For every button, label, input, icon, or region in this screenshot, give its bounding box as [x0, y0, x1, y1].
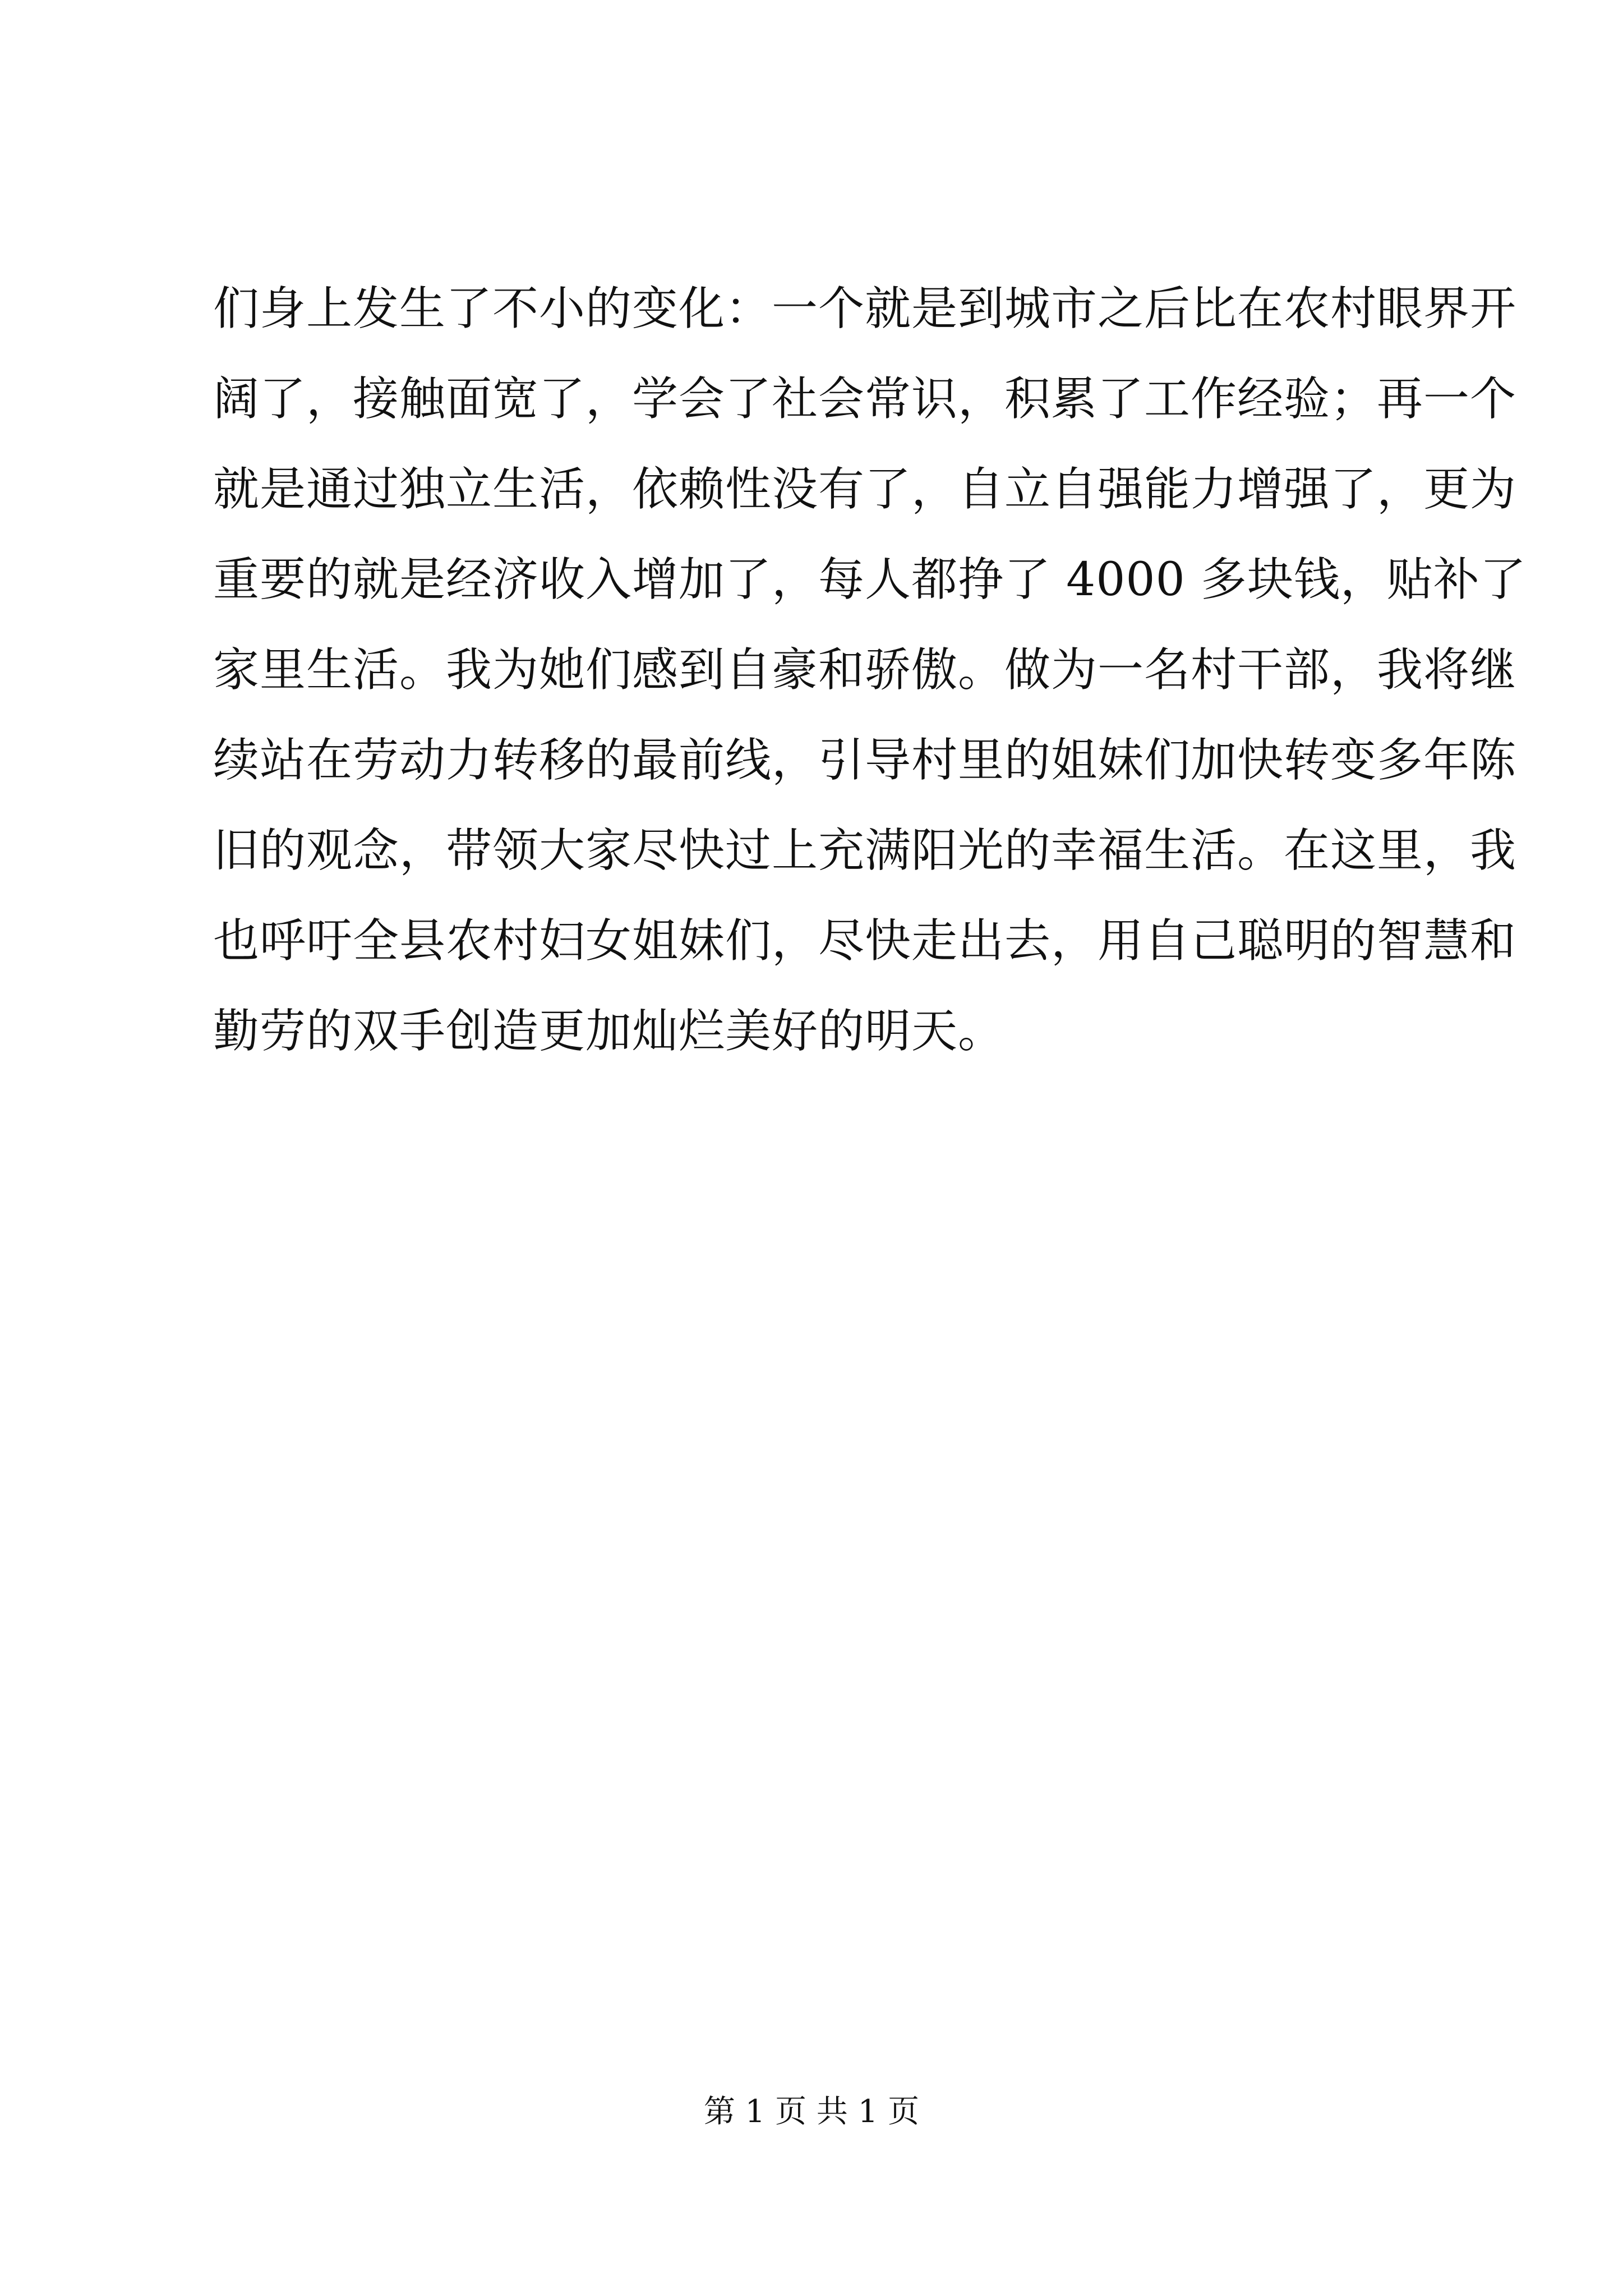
text-line-2: 阔了，接触面宽了，学会了社会常识，积累了工作经验；再一个 — [213, 372, 1517, 426]
text-line-9: 勤劳的双手创造更加灿烂美好的明天。 — [213, 1005, 1005, 1058]
text-line-1: 们身上发生了不小的变化：一个就是到城市之后比在农村眼界开 — [213, 282, 1517, 335]
text-line-5: 家里生活。我为她们感到自豪和骄傲。做为一名村干部，我将继 — [213, 643, 1517, 697]
text-line-6: 续站在劳动力转移的最前线，引导村里的姐妹们加快转变多年陈 — [213, 734, 1517, 787]
body-paragraph — [213, 264, 1527, 1076]
text-line-3: 就是通过独立生活，依赖性没有了，自立自强能力增强了，更为 — [213, 463, 1517, 516]
text-line-7: 旧的观念，带领大家尽快过上充满阳光的幸福生活。在这里，我 — [213, 824, 1517, 877]
text-line-8: 也呼吁全县农村妇女姐妹们，尽快走出去，用自己聪明的智慧和 — [213, 914, 1517, 968]
page-footer: 第 1 页 共 1 页 — [703, 2093, 920, 2130]
text-line-4: 重要的就是经济收入增加了，每人都挣了 4000 多块钱，贴补了 — [213, 553, 1527, 606]
